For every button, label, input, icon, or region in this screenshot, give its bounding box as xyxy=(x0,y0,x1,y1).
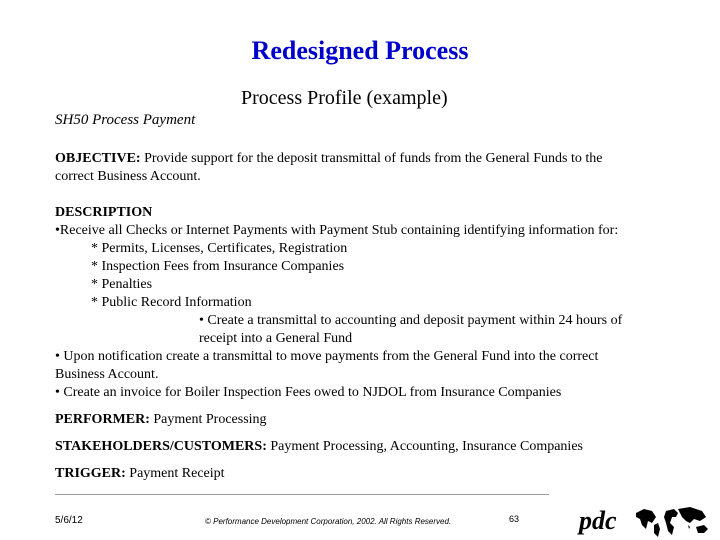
page-subtitle: Process Profile (example) xyxy=(241,87,448,109)
stakeholders-label: STAKEHOLDERS/CUSTOMERS: xyxy=(55,439,267,454)
description-sub-line-2: receipt into a General Fund xyxy=(199,331,353,346)
description-bullet-2-line-1: • Upon notification create a transmittal to move payments from the General Fund into the correct xyxy=(55,349,599,364)
description-sub-line-1: • Create a transmittal to accounting and deposit payment within 24 hours of xyxy=(199,313,623,328)
description-bullet-3: • Create an invoice for Boiler Inspection Fees owed to NJDOL from Insurance Companies xyxy=(55,385,562,400)
trigger-value: Payment Receipt xyxy=(129,466,225,481)
footer-date: 5/6/12 xyxy=(55,515,83,526)
performer-value: Payment Processing xyxy=(153,412,267,427)
objective-text-1: Provide support for the deposit transmittal of funds from the General Funds to the xyxy=(144,151,603,166)
footer-divider xyxy=(55,494,549,495)
stakeholders-row xyxy=(55,438,583,456)
description-label: DESCRIPTION xyxy=(55,205,153,220)
page-title: Redesigned Process xyxy=(251,36,469,65)
pdc-logo: pdc xyxy=(579,506,617,535)
performer-label: PERFORMER: xyxy=(55,412,150,427)
description-item: * Permits, Licenses, Certificates, Registration xyxy=(91,241,348,256)
objective-label: OBJECTIVE: xyxy=(55,151,141,166)
objective-text-2: correct Business Account. xyxy=(55,169,201,184)
description-bullet-2-line-2: Business Account. xyxy=(55,367,159,382)
trigger-label: TRIGGER: xyxy=(55,466,126,481)
description-intro: •Receive all Checks or Internet Payments with Payment Stub containing identifying information for: xyxy=(55,223,619,238)
world-map-icon xyxy=(632,505,712,539)
performer-row xyxy=(55,411,267,429)
description-item: * Inspection Fees from Insurance Companies xyxy=(91,259,345,274)
trigger-row xyxy=(55,465,225,483)
footer-copyright: © Performance Development Corporation, 2002. All Rights Reserved. xyxy=(205,517,452,526)
page-number: 63 xyxy=(509,514,520,524)
objective-line-1 xyxy=(55,150,603,168)
stakeholders-value: Payment Processing, Accounting, Insurance Companies xyxy=(270,439,583,454)
description-item: * Public Record Information xyxy=(91,295,252,310)
description-item: * Penalties xyxy=(91,277,153,292)
process-name: SH50 Process Payment xyxy=(55,112,196,128)
